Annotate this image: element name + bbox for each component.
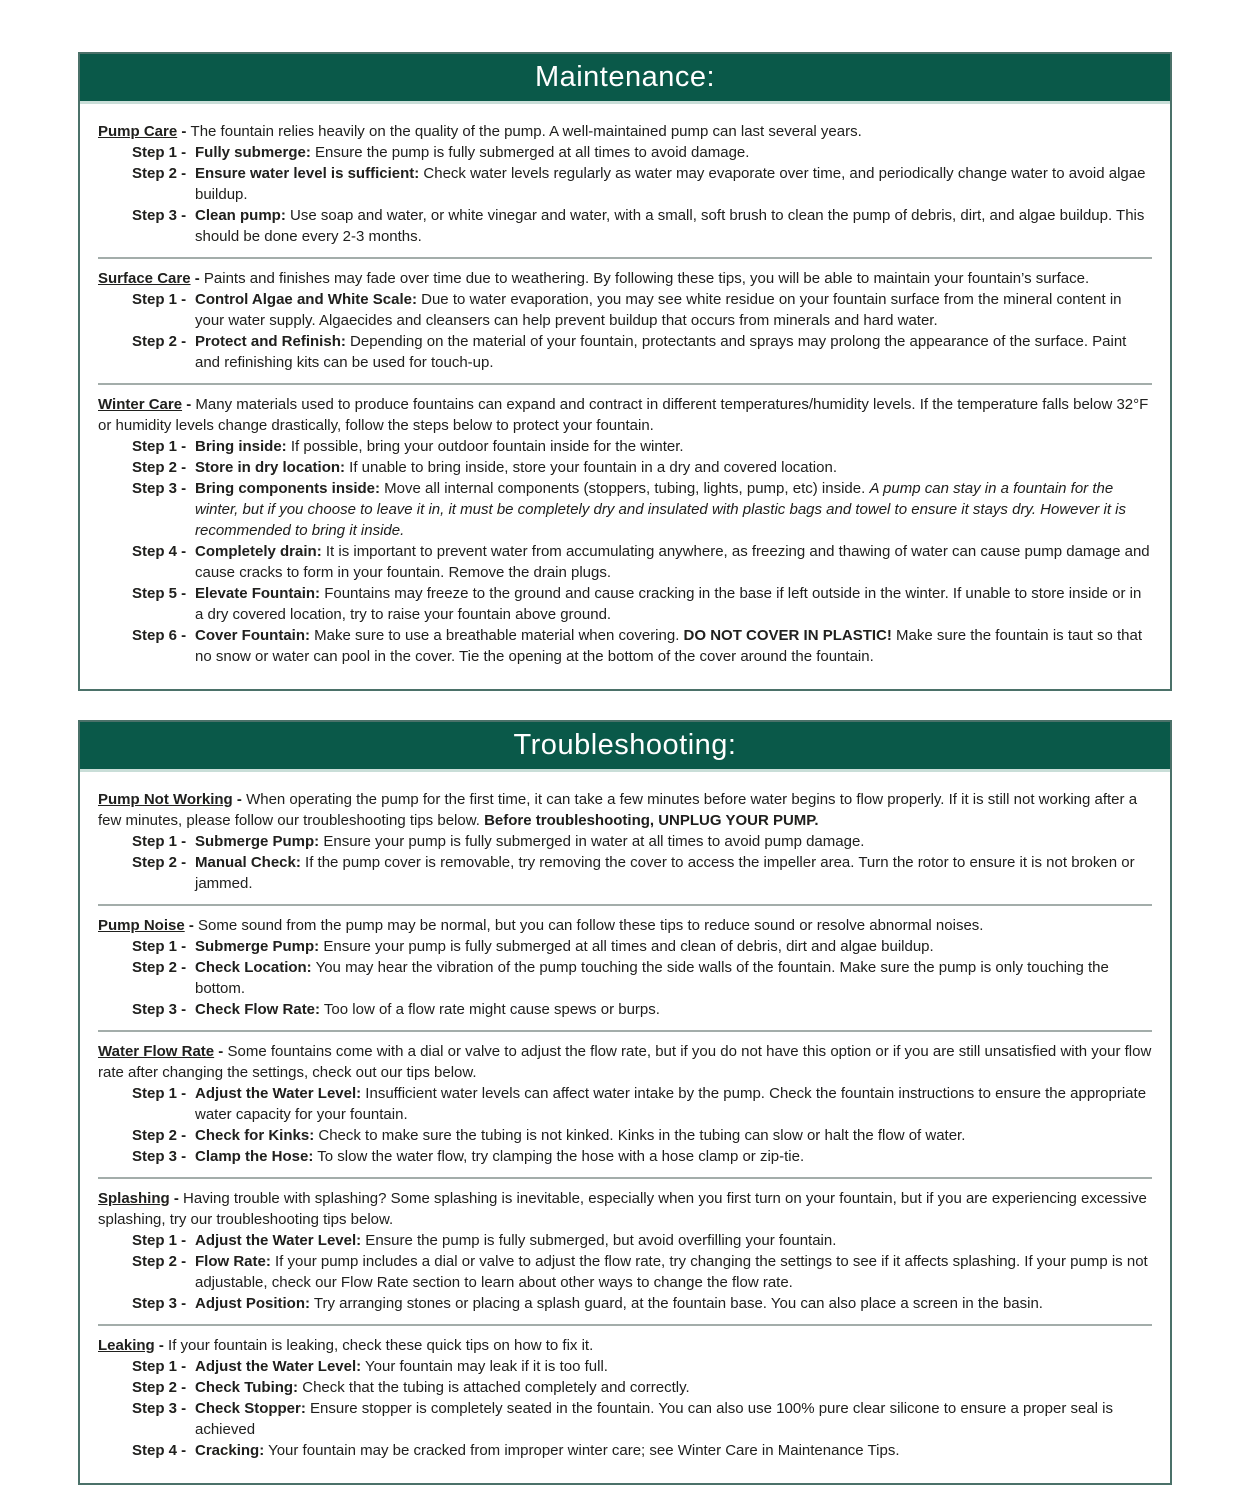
- step-text: Too low of a flow rate might cause spews or burps.: [320, 1001, 660, 1018]
- step-label: Step 2 -: [132, 333, 187, 350]
- section-maintenance: [78, 52, 1172, 691]
- step-label: Step 2 -: [132, 165, 187, 182]
- step-name: Protect and Refinish:: [195, 333, 346, 350]
- step-text: If your pump includes a dial or valve to adjust the flow rate, try changing the settings to see if it affects splashing. If your pump is not adjustable, check our Flow Rate section to learn about other ways to change the flow rate.: [195, 1253, 1148, 1291]
- step: [98, 1146, 1152, 1167]
- step-name: Cracking:: [195, 1442, 265, 1459]
- section-troubleshooting: [78, 720, 1172, 1485]
- step-name: Fully submerge:: [195, 144, 311, 161]
- topic-intro-text: If your fountain is leaking, check these quick tips on how to fix it.: [168, 1337, 594, 1354]
- step: [98, 936, 1152, 957]
- topic-steps: [98, 436, 1152, 667]
- step-name: Check Flow Rate:: [195, 1001, 321, 1018]
- step-text: Ensure your pump is fully submerged in water at all times to avoid pump damage.: [319, 833, 865, 850]
- step-text: Ensure your pump is fully submerged at all times and clean of debris, dirt and algae buildup.: [319, 938, 934, 955]
- step: [98, 1440, 1152, 1461]
- step-label: Step 1 -: [132, 291, 187, 308]
- topic-intro-text: Many materials used to produce fountains can expand and contract in different temperatures/humidity levels. If the temperature falls below 32°F or humidity levels change drastically, follow the steps below to protect your fountain.: [98, 396, 1149, 434]
- topic-intro-text: When operating the pump for the first time, it can take a few minutes before water begins to flow properly. If it is still not working after a few minutes, please follow our troubleshooting tips below.: [98, 791, 1138, 829]
- step-text: Depending on the material of your fountain, protectants and sprays may prolong the appearance of the surface. Paint and refinishing kits can be used for touch-up.: [195, 333, 1127, 371]
- step-text: If the pump cover is removable, try removing the cover to access the impeller area. Turn the rotor to ensure it is not broken or jammed.: [195, 854, 1135, 892]
- step-name: Cover Fountain:: [195, 627, 310, 644]
- step-text: Your fountain may be cracked from improper winter care; see Winter Care in Maintenance Tips.: [264, 1442, 900, 1459]
- step-label: Step 3 -: [132, 1295, 187, 1312]
- step-text: Check water levels regularly as water may evaporate over time, and periodically change water to avoid algae buildup.: [195, 165, 1146, 203]
- topic-steps: [98, 831, 1152, 894]
- step-name: Bring inside:: [195, 438, 287, 455]
- section-header: [80, 54, 1170, 104]
- step-name: Check Stopper:: [195, 1400, 306, 1417]
- step-text: You may hear the vibration of the pump touching the side walls of the fountain. Make sure the pump is only touching the bottom.: [195, 959, 1109, 997]
- topic-intro: [98, 789, 1152, 831]
- section-title: Troubleshooting:: [513, 729, 737, 761]
- topic-water-flow-rate: [98, 1030, 1152, 1177]
- topic-heading: Winter Care: [98, 396, 183, 413]
- step-name: Adjust the Water Level:: [195, 1085, 362, 1102]
- topic-heading: Surface Care: [98, 270, 191, 287]
- topic-heading-separator: -: [182, 396, 196, 413]
- step: [98, 1083, 1152, 1125]
- step-text: Use soap and water, or white vinegar and water, with a small, soft brush to clean the pump of debris, dirt, and algae buildup. This should be done every 2-3 months.: [195, 207, 1145, 245]
- step-italic-text: A pump can stay in a fountain for the winter, but if you choose to leave it in, it must be completely dry and insulated with plastic bags and towel to ensure it stays dry. However it is recommended to bring it inside.: [195, 480, 1127, 539]
- step-name: Clamp the Hose:: [195, 1148, 314, 1165]
- step-label: Step 5 -: [132, 585, 187, 602]
- step-text-after-bold: Make sure the fountain is taut so that no snow or water can pool in the cover. Tie the opening at the bottom of the cover around the fountain.: [195, 627, 1143, 665]
- step: [98, 205, 1152, 247]
- step-name: Submerge Pump:: [195, 833, 320, 850]
- topic-steps: [98, 289, 1152, 373]
- step-text: If unable to bring inside, store your fountain in a dry and covered location.: [345, 459, 837, 476]
- topic-winter-care: [98, 383, 1152, 677]
- step-name: Check Location:: [195, 959, 312, 976]
- step-label: Step 3 -: [132, 1400, 187, 1417]
- step-text: Your fountain may leak if it is too full.: [361, 1358, 608, 1375]
- topic-steps: [98, 1230, 1152, 1314]
- step-label: Step 2 -: [132, 1253, 187, 1270]
- step-name: Clean pump:: [195, 207, 286, 224]
- section-title: Maintenance:: [534, 61, 716, 93]
- step-label: Step 2 -: [132, 1127, 187, 1144]
- step: [98, 541, 1152, 583]
- step: [98, 583, 1152, 625]
- step-text: Fountains may freeze to the ground and cause cracking in the base if left outside in the winter. If unable to store inside or in a dry covered location, try to raise your fountain above ground.: [195, 585, 1142, 623]
- step-name: Elevate Fountain:: [195, 585, 321, 602]
- topic-heading-separator: -: [169, 1190, 184, 1207]
- step-text: Check to make sure the tubing is not kinked. Kinks in the tubing can slow or halt the flow of water.: [314, 1127, 966, 1144]
- step-label: Step 3 -: [132, 207, 187, 224]
- step-bold-text: DO NOT COVER IN PLASTIC!: [683, 627, 892, 644]
- topic-intro-text: The fountain relies heavily on the quality of the pump. A well-maintained pump can last several years.: [190, 123, 862, 140]
- topic-heading-separator: -: [232, 791, 247, 808]
- topic-heading-separator: -: [177, 123, 191, 140]
- topic-heading: Water Flow Rate: [98, 1043, 215, 1060]
- step-text: Due to water evaporation, you may see white residue on your fountain surface from the mineral content in your water supply. Algaecides and cleansers can help prevent buildup that occurs from minerals and hard water.: [195, 291, 1122, 329]
- topic-steps: [98, 1356, 1152, 1461]
- step: [98, 1251, 1152, 1293]
- step-name: Adjust the Water Level:: [195, 1358, 362, 1375]
- step-name: Adjust the Water Level:: [195, 1232, 362, 1249]
- section-header: [80, 722, 1170, 772]
- step-label: Step 2 -: [132, 459, 187, 476]
- topic-heading-separator: -: [190, 270, 204, 287]
- step: [98, 957, 1152, 999]
- topic-heading: Pump Care: [98, 123, 178, 140]
- step-name: Flow Rate:: [195, 1253, 271, 1270]
- topic-leaking: [98, 1324, 1152, 1471]
- step-label: Step 3 -: [132, 1001, 187, 1018]
- topic-pump-care: [98, 112, 1152, 257]
- topic-intro-text: Having trouble with splashing? Some splashing is inevitable, especially when you first turn on your fountain, but if you are experiencing excessive splashing, try our troubleshooting tips below.: [98, 1190, 1147, 1228]
- step-label: Step 4 -: [132, 543, 187, 560]
- step-name: Manual Check:: [195, 854, 301, 871]
- step: [98, 1230, 1152, 1251]
- step-text: Insufficient water levels can affect water intake by the pump. Check the fountain instructions to ensure the appropriate water capacity for your fountain.: [195, 1085, 1147, 1123]
- step-name: Store in dry location:: [195, 459, 346, 476]
- topic-intro: [98, 915, 1152, 936]
- step-label: Step 1 -: [132, 1232, 187, 1249]
- topic-intro: [98, 1188, 1152, 1230]
- step: [98, 1356, 1152, 1377]
- step-text: Ensure stopper is completely seated in the fountain. You can also use 100% pure clear silicone to ensure a proper seal is achieved: [195, 1400, 1114, 1438]
- topic-intro-bold-text: Before troubleshooting, UNPLUG YOUR PUMP.: [484, 812, 819, 829]
- step: [98, 852, 1152, 894]
- step-text: To slow the water flow, try clamping the hose with a hose clamp or zip-tie.: [313, 1148, 805, 1165]
- step: [98, 436, 1152, 457]
- topic-intro: [98, 268, 1152, 289]
- topic-surface-care: [98, 257, 1152, 383]
- step: [98, 289, 1152, 331]
- section-body: [80, 772, 1170, 1483]
- step: [98, 831, 1152, 852]
- step-text: Try arranging stones or placing a splash guard, at the fountain base. You can also place a screen in the basin.: [310, 1295, 1043, 1312]
- step-label: Step 1 -: [132, 833, 187, 850]
- step-label: Step 1 -: [132, 1085, 187, 1102]
- topic-splashing: [98, 1177, 1152, 1324]
- step-label: Step 1 -: [132, 938, 187, 955]
- topic-heading-separator: -: [154, 1337, 169, 1354]
- step: [98, 1293, 1152, 1314]
- step: [98, 163, 1152, 205]
- topic-intro: [98, 394, 1152, 436]
- step-name: Submerge Pump:: [195, 938, 320, 955]
- topic-steps: [98, 1083, 1152, 1167]
- step-name: Completely drain:: [195, 543, 322, 560]
- step-label: Step 3 -: [132, 480, 187, 497]
- step: [98, 625, 1152, 667]
- step-text: If possible, bring your outdoor fountain inside for the winter.: [286, 438, 684, 455]
- step: [98, 142, 1152, 163]
- topic-steps: [98, 936, 1152, 1020]
- step-text: Check that the tubing is attached completely and correctly.: [298, 1379, 690, 1396]
- topic-heading: Pump Noise: [98, 917, 185, 934]
- step-label: Step 2 -: [132, 959, 187, 976]
- step: [98, 331, 1152, 373]
- topic-heading: Leaking: [98, 1337, 155, 1354]
- step-name: Adjust Position:: [195, 1295, 310, 1312]
- step-label: Step 1 -: [132, 144, 187, 161]
- step-label: Step 2 -: [132, 1379, 187, 1396]
- step-label: Step 1 -: [132, 1358, 187, 1375]
- step-name: Check for Kinks:: [195, 1127, 315, 1144]
- section-body: [80, 104, 1170, 689]
- step-text: Ensure the pump is fully submerged, but avoid overfilling your fountain.: [361, 1232, 837, 1249]
- topic-heading: Splashing: [98, 1190, 170, 1207]
- step: [98, 999, 1152, 1020]
- step-label: Step 1 -: [132, 438, 187, 455]
- step-name: Control Algae and White Scale:: [195, 291, 417, 308]
- topic-steps: [98, 142, 1152, 247]
- step-label: Step 6 -: [132, 627, 187, 644]
- step-label: Step 4 -: [132, 1442, 187, 1459]
- step-text: It is important to prevent water from accumulating anywhere, as freezing and thawing of water can cause pump damage and cause cracks to form in your fountain. Remove the drain plugs.: [195, 543, 1150, 581]
- step: [98, 1377, 1152, 1398]
- step-text: Move all internal components (stoppers, tubing, lights, pump, etc) inside.: [380, 480, 870, 497]
- step-name: Bring components inside:: [195, 480, 381, 497]
- step: [98, 1125, 1152, 1146]
- topic-heading: Pump Not Working: [98, 791, 233, 808]
- step: [98, 1398, 1152, 1440]
- topic-intro-text: Some sound from the pump may be normal, but you can follow these tips to reduce sound or resolve abnormal noises.: [198, 917, 984, 934]
- topic-heading-separator: -: [214, 1043, 228, 1060]
- topic-intro-text: Some fountains come with a dial or valve to adjust the flow rate, but if you do not have this option or if you are still unsatisfied with your flow rate after changing the settings, check out our tips below.: [98, 1043, 1152, 1081]
- step: [98, 457, 1152, 478]
- topic-intro: [98, 1335, 1152, 1356]
- topic-intro: [98, 1041, 1152, 1083]
- step-label: Step 2 -: [132, 854, 187, 871]
- topic-intro: [98, 121, 1152, 142]
- step-text: Make sure to use a breathable material when covering.: [310, 627, 684, 644]
- step-name: Ensure water level is sufficient:: [195, 165, 420, 182]
- step: [98, 478, 1152, 541]
- step-label: Step 3 -: [132, 1148, 187, 1165]
- topic-pump-not-working: [98, 780, 1152, 904]
- topic-intro-text: Paints and finishes may fade over time due to weathering. By following these tips, you will be able to maintain your fountain’s surface.: [203, 270, 1090, 287]
- step-text: Ensure the pump is fully submerged at all times to avoid damage.: [310, 144, 750, 161]
- topic-pump-noise: [98, 904, 1152, 1030]
- step-name: Check Tubing:: [195, 1379, 299, 1396]
- topic-heading-separator: -: [184, 917, 199, 934]
